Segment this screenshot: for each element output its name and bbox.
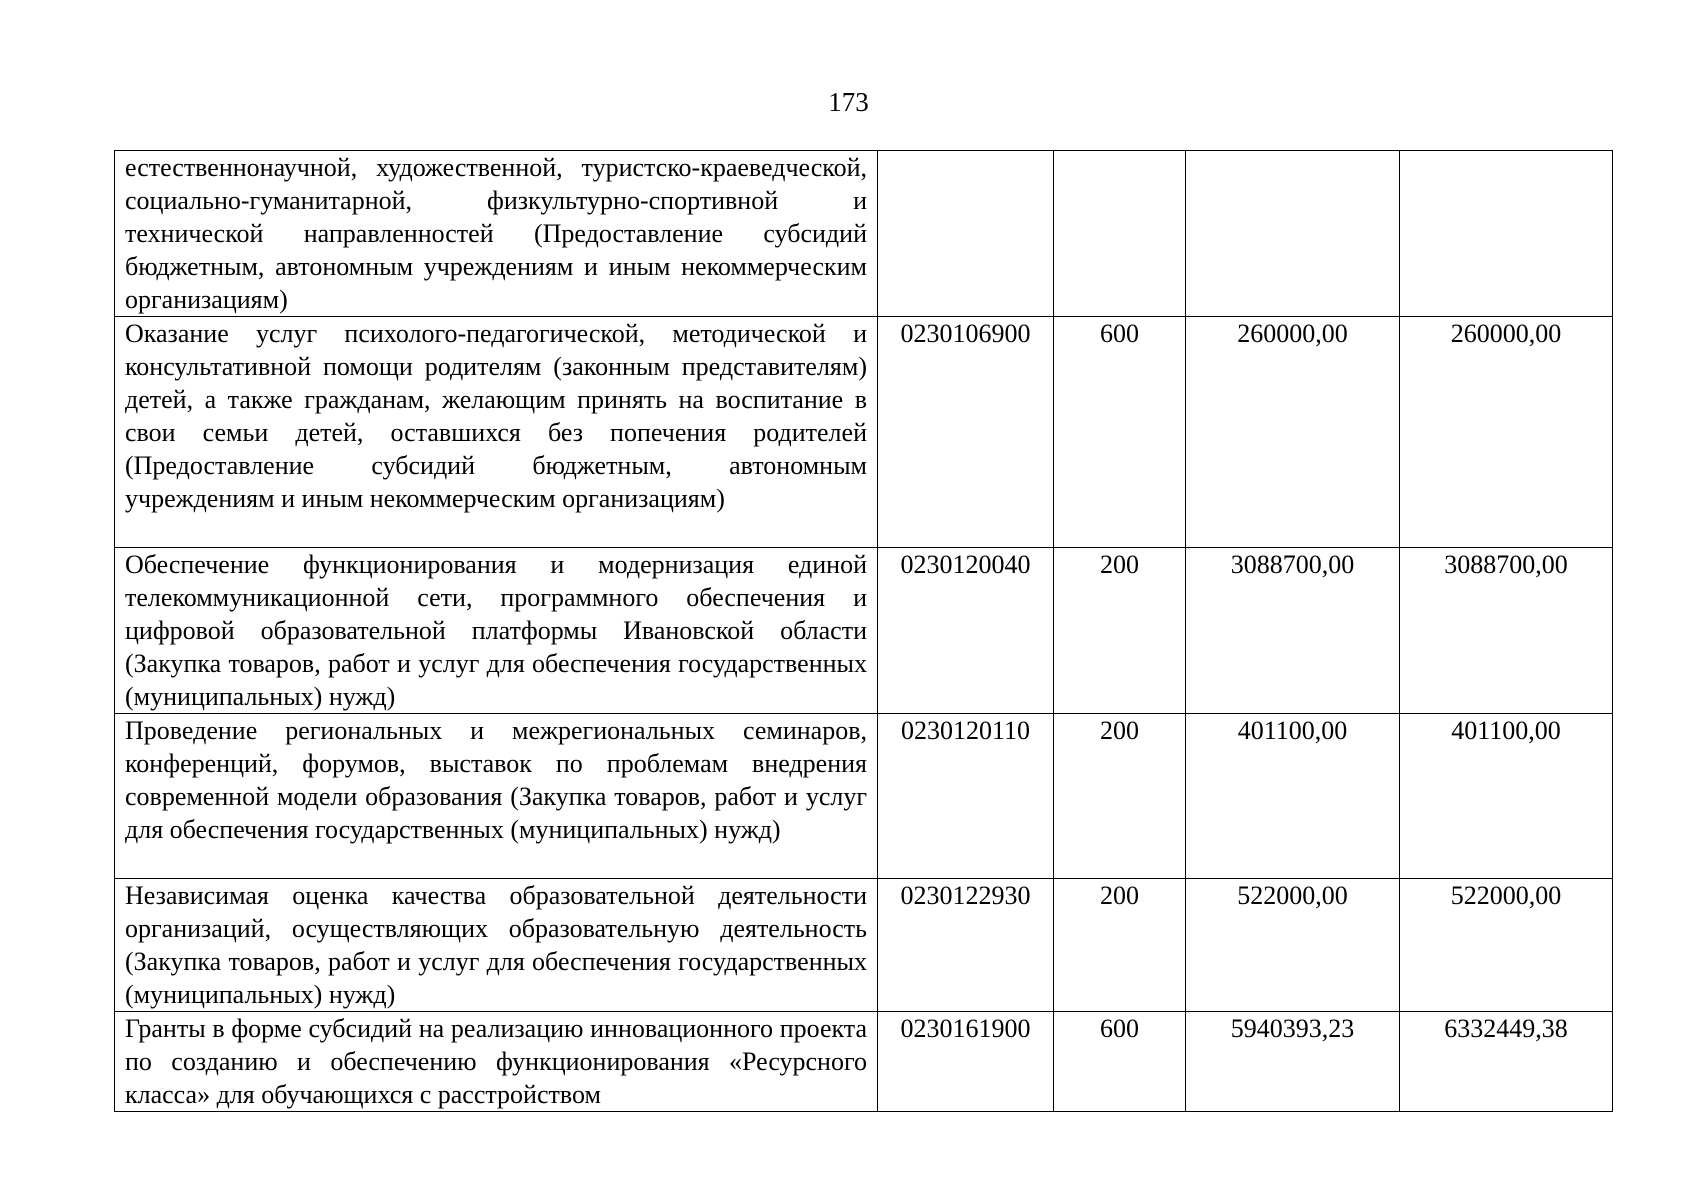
amount-year1-cell: 3088700,00 [1186, 548, 1400, 714]
expense-name-cell: Обеспечение функционирования и модернизация единой телекоммуникационной сети, программного обеспечения и цифровой образовательной платформы Ивановской области (Закупка товаров, работ и услуг для обеспечения государственных (муниципальных) нужд) [115, 548, 878, 714]
table-row [115, 548, 1613, 714]
amount-year1-cell: 401100,00 [1186, 714, 1400, 879]
amount-year2-cell: 401100,00 [1400, 714, 1613, 879]
page-number: 173 [828, 87, 869, 117]
amount-year1-cell: 260000,00 [1186, 317, 1400, 548]
table-row [115, 317, 1613, 548]
table-row [115, 879, 1613, 1012]
expense-kind-cell: 200 [1054, 548, 1186, 714]
expense-kind-cell [1054, 151, 1186, 317]
expense-name-cell: естественнонаучной, художественной, туристско-краеведческой, социально-гуманитарной, физкультурно-спортивной и технической направленностей (Предоставление субсидий бюджетным, автономным учреждениям и иным некоммерческим организациям) [115, 151, 878, 317]
budget-table [114, 150, 1613, 1112]
expense-kind-cell: 200 [1054, 879, 1186, 1012]
target-code-cell: 0230122930 [878, 879, 1054, 1012]
amount-year1-cell: 5940393,23 [1186, 1012, 1400, 1112]
expense-name-cell: Независимая оценка качества образовательной деятельности организаций, осуществляющих образовательную деятельность (Закупка товаров, работ и услуг для обеспечения государственных (муниципальных) нужд) [115, 879, 878, 1012]
target-code-cell [878, 151, 1054, 317]
amount-year2-cell: 6332449,38 [1400, 1012, 1613, 1112]
expense-name-cell: Оказание услуг психолого-педагогической, методической и консультативной помощи родителям (законным представителям) детей, а также гражданам, желающим принять на воспитание в свои семьи детей, оставшихся без попечения родителей (Предоставление субсидий бюджетным, автономным учреждениям и иным некоммерческим организациям) [115, 317, 878, 548]
expense-kind-cell: 600 [1054, 1012, 1186, 1112]
table-row [115, 714, 1613, 879]
target-code-cell: 0230120040 [878, 548, 1054, 714]
amount-year2-cell: 3088700,00 [1400, 548, 1613, 714]
expense-name-cell: Гранты в форме субсидий на реализацию инновационного проекта по созданию и обеспечению функционирования «Ресурсного класса» для обучающихся с расстройством [115, 1012, 878, 1112]
amount-year1-cell: 522000,00 [1186, 879, 1400, 1012]
amount-year1-cell [1186, 151, 1400, 317]
amount-year2-cell: 522000,00 [1400, 879, 1613, 1012]
expense-kind-cell: 600 [1054, 317, 1186, 548]
target-code-cell: 0230161900 [878, 1012, 1054, 1112]
amount-year2-cell [1400, 151, 1613, 317]
amount-year2-cell: 260000,00 [1400, 317, 1613, 548]
expense-kind-cell: 200 [1054, 714, 1186, 879]
target-code-cell: 0230120110 [878, 714, 1054, 879]
table-row [115, 1012, 1613, 1112]
table-row [115, 151, 1613, 317]
expense-name-cell: Проведение региональных и межрегиональных семинаров, конференций, форумов, выставок по проблемам внедрения современной модели образования (Закупка товаров, работ и услуг для обеспечения государственных (муниципальных) нужд) [115, 714, 878, 879]
target-code-cell: 0230106900 [878, 317, 1054, 548]
